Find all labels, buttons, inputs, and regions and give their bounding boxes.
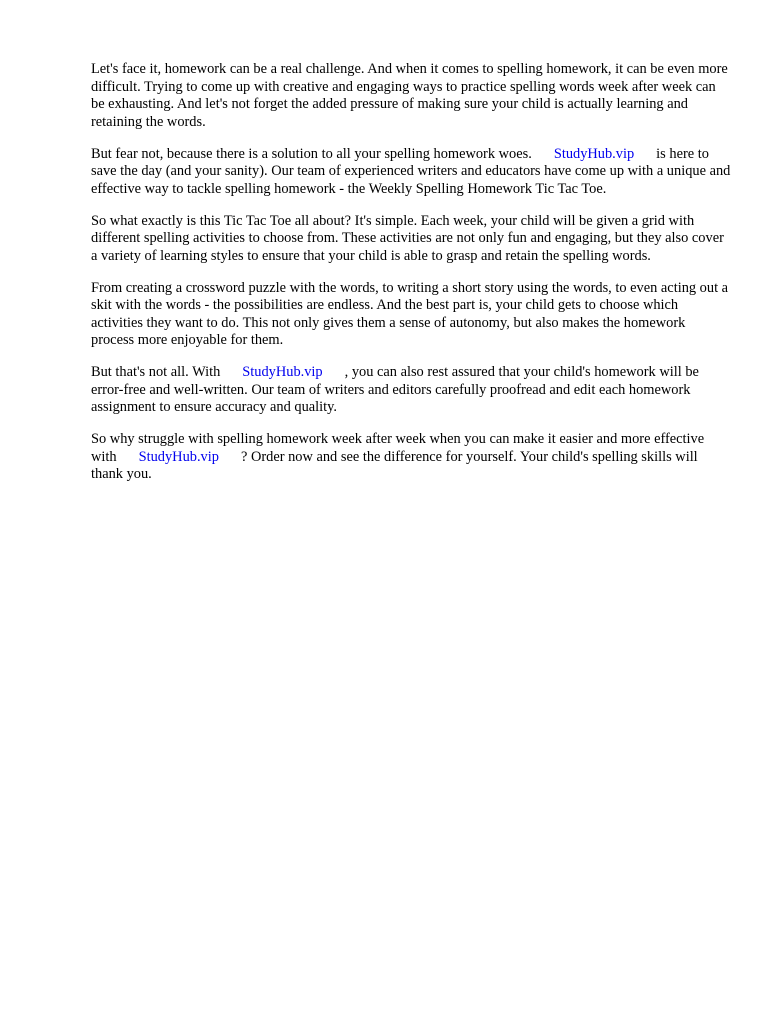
document-body <box>91 61 731 498</box>
paragraph-quality-text-before: But that's not all. With <box>91 364 221 380</box>
paragraph-quality <box>91 364 731 417</box>
paragraph-intro: Let's face it, homework can be a real challenge. And when it comes to spelling homework, it can be even more difficult. Trying to come up with creative and engaging ways to practice spelling words week after week can be exhausting. And let's not forget the added pressure of making sure your child is actually learning and retaining the words. <box>91 61 728 130</box>
paragraph-quality-text-after: , you can also rest assured that your child's homework will be error-free and well-written. Our team of writers and editors carefully proofread and edit each homework assignment to ensure accuracy and quality. <box>91 364 699 415</box>
studyhub-link[interactable]: StudyHub.vip <box>138 448 219 465</box>
paragraph-activities: From creating a crossword puzzle with the words, to writing a short story using the words, to even acting out a skit with the words - the possibilities are endless. And the best part is, your child gets to choose which activities they want to do. This not only gives them a sense of autonomy, but also makes the homework process more enjoyable for them. <box>91 279 729 348</box>
paragraph-cta-text-after: ? Order now and see the difference for yourself. Your child's spelling skills will thank you. <box>91 448 698 482</box>
paragraph-tic-tac-toe: So what exactly is this Tic Tac Toe all about? It's simple. Each week, your child will be given a grid with different spelling activities to choose from. These activities are not only fun and engaging, but they also cover a variety of learning styles to ensure that your child is able to grasp and retain the spelling words. <box>91 212 724 264</box>
paragraph-solution-text-before: But fear not, because there is a solution to all your spelling homework woes. <box>91 145 532 162</box>
paragraph-solution <box>91 146 731 199</box>
paragraph-cta-text-before: So why struggle with spelling homework week after week when you can make it easier and more effective with <box>91 431 705 465</box>
paragraph-call-to-action <box>91 431 731 484</box>
studyhub-link[interactable]: StudyHub.vip <box>553 145 635 162</box>
paragraph-solution-text-after: is here to save the day (and your sanity). Our team of experienced writers and educators have come up with a unique and effective way to tackle spelling homework - the Weekly Spelling Homework Tic Tac Toe. <box>91 145 731 197</box>
studyhub-link[interactable]: StudyHub.vip <box>242 364 323 380</box>
